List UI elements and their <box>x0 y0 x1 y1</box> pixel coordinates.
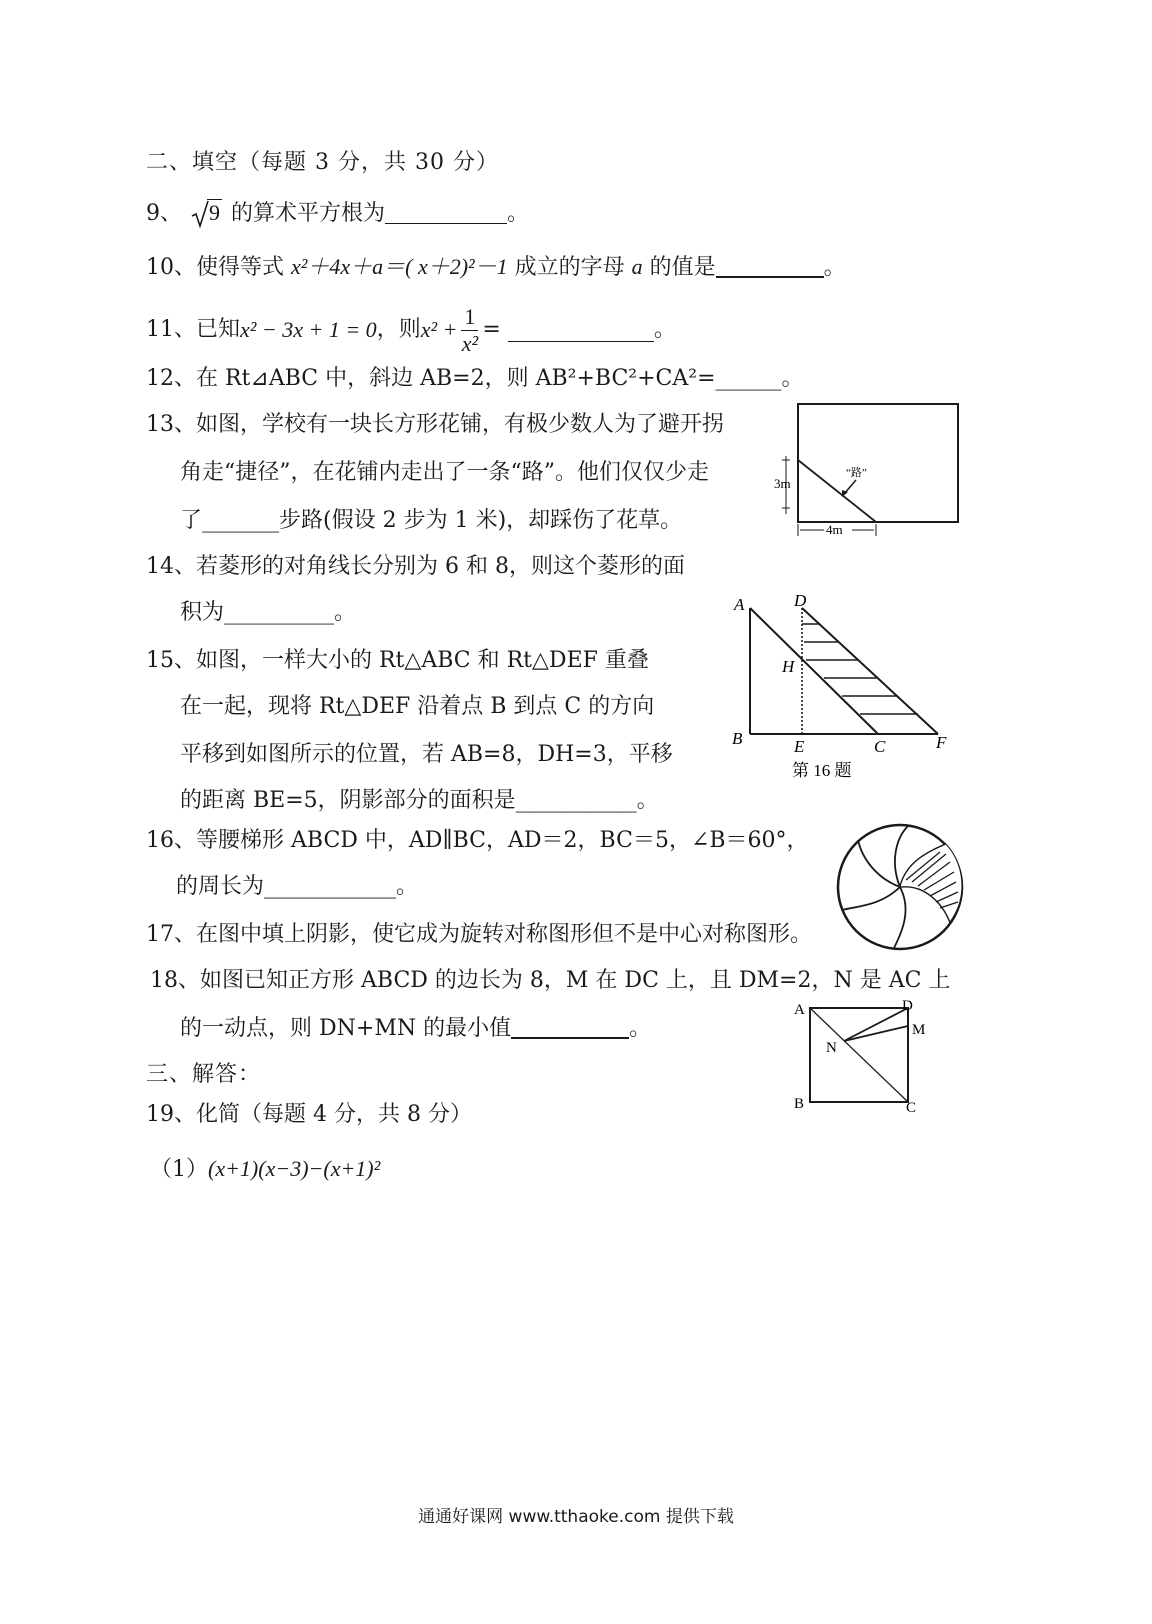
fraction: $\frac{1}{\text{x²}}$ <box>461 303 479 356</box>
question-number: 14、 <box>146 554 196 579</box>
label-3m: 3m <box>774 476 791 491</box>
label-D: D <box>902 998 913 1014</box>
equation: x² − 3x + 1 = 0 <box>240 317 377 342</box>
label-N: N <box>826 1040 837 1056</box>
segment-MN <box>844 1026 908 1041</box>
question-number: 12、 <box>146 366 196 391</box>
question-15-line-2: 在一起，现将 Rt△DEF 沿着点 B 到点 C 的方向 <box>180 694 655 719</box>
square-figure <box>790 996 940 1120</box>
label-C: C <box>874 737 886 756</box>
figure-caption: 第 16 题 <box>792 761 852 780</box>
answer-blank[interactable]: ____________ <box>264 874 397 899</box>
answer-blank[interactable] <box>508 319 654 342</box>
label-F: F <box>936 733 947 752</box>
label-E: E <box>794 737 805 756</box>
question-19: 19、化简（每题 4 分，共 8 分） <box>146 1102 472 1127</box>
label-M: M <box>912 1022 926 1038</box>
question-13-line-1: 13、如图，学校有一块长方形花铺，有极少数人为了避开拐 <box>146 412 725 437</box>
label-B: B <box>794 1096 805 1112</box>
question-13-line-2: 角走“捷径”，在花铺内走出了一条“路”。他们仅仅少走 <box>180 460 709 485</box>
question-16-line-1: 16、等腰梯形 ABCD 中，AD∥BC，AD＝2，BC＝5，∠B＝60°， <box>146 828 809 853</box>
question-11: 11、 已知 x² − 3x + 1 = 0 ，则 x² + $\frac{1}{\text{x²}}$ = 。 <box>146 303 676 356</box>
question-number: 18、 <box>150 968 200 993</box>
question-number: 17、 <box>146 922 196 947</box>
question-14-line-1: 14、若菱形的对角线长分别为 6 和 8，则这个菱形的面 <box>146 554 685 579</box>
answer-blank[interactable] <box>716 254 824 278</box>
question-15-line-4: 的距离 BE=5，阴影部分的面积是___________。 <box>180 788 659 813</box>
question-number: 9、 <box>146 201 182 226</box>
label-C: C <box>906 1100 917 1116</box>
question-9: 9、 9 的算术平方根为 。 <box>146 198 529 229</box>
label-4m: 4m <box>826 522 843 537</box>
flowerbed-figure <box>770 398 970 540</box>
question-18-line-1: 18、如图已知正方形 ABCD 的边长为 8，M 在 DC 上，且 DM=2，N 是 AC 上 <box>150 968 951 993</box>
question-16-line-2: 的周长为____________。 <box>176 874 419 899</box>
question-19-part-1: （1）(x+1)(x−3)−(x+1)² <box>150 1156 381 1182</box>
section-3-title: 三、解答： <box>146 1062 262 1087</box>
equation: x²＋4x＋a＝( x＋2)²－1 <box>291 254 508 279</box>
question-number: 10、 <box>146 255 196 280</box>
label-A: A <box>734 595 745 614</box>
sqrt-expression: 9 <box>191 198 222 229</box>
question-14-line-2: 积为__________。 <box>180 600 357 625</box>
label-D: D <box>794 592 807 610</box>
question-10: 10、使得等式 x²＋4x＋a＝( x＋2)²－1 成立的字母 a 的值是 。 <box>146 254 846 280</box>
question-number: 19、 <box>146 1102 196 1127</box>
question-number: 13、 <box>146 412 196 437</box>
question-text: 的算术平方根为 <box>231 201 386 226</box>
rotation-circle-figure <box>828 822 972 952</box>
label-H: H <box>782 657 795 676</box>
label-road: “路” <box>846 467 867 479</box>
side-AC <box>750 608 878 734</box>
answer-blank[interactable] <box>511 1015 629 1039</box>
question-18-line-2: 的一动点，则 DN+MN 的最小值 。 <box>180 1016 652 1041</box>
question-number: 11、 <box>146 317 196 342</box>
question-13-line-3: 了_______步路(假设 2 步为 1 米)，却踩伤了花草。 <box>180 508 683 533</box>
question-15-line-1: 15、如图，一样大小的 Rt△ABC 和 Rt△DEF 重叠 <box>146 648 649 673</box>
answer-blank[interactable]: ______ <box>715 366 782 391</box>
flowerbed-rectangle <box>798 404 958 522</box>
question-12: 12、在 Rt⊿ABC 中，斜边 AB=2，则 AB²+BC²+CA²=______。 <box>146 366 804 391</box>
expression: (x+1)(x−3)−(x+1)² <box>208 1156 381 1181</box>
triangles-figure <box>728 592 964 786</box>
question-number: 16、 <box>146 828 196 853</box>
answer-blank[interactable]: ___________ <box>515 788 637 813</box>
segment-DN <box>844 1008 908 1041</box>
question-15-line-3: 平移到如图所示的位置，若 AB=8，DH=3，平移 <box>180 742 673 767</box>
question-17: 17、在图中填上阴影，使它成为旋转对称图形但不是中心对称图形。 <box>146 922 813 947</box>
side-DF <box>802 608 938 734</box>
section-2-title: 二、填空（每题 3 分，共 30 分） <box>146 150 499 175</box>
answer-blank[interactable] <box>385 201 507 224</box>
footer-source: 通通好课网 www.tthaoke.com 提供下载 <box>418 1507 734 1527</box>
diagonal-AC <box>810 1008 908 1102</box>
label-A: A <box>794 1002 805 1018</box>
question-number: 15、 <box>146 648 196 673</box>
label-B: B <box>732 729 743 748</box>
answer-blank[interactable]: __________ <box>224 600 335 625</box>
answer-blank[interactable]: _______ <box>202 508 280 533</box>
